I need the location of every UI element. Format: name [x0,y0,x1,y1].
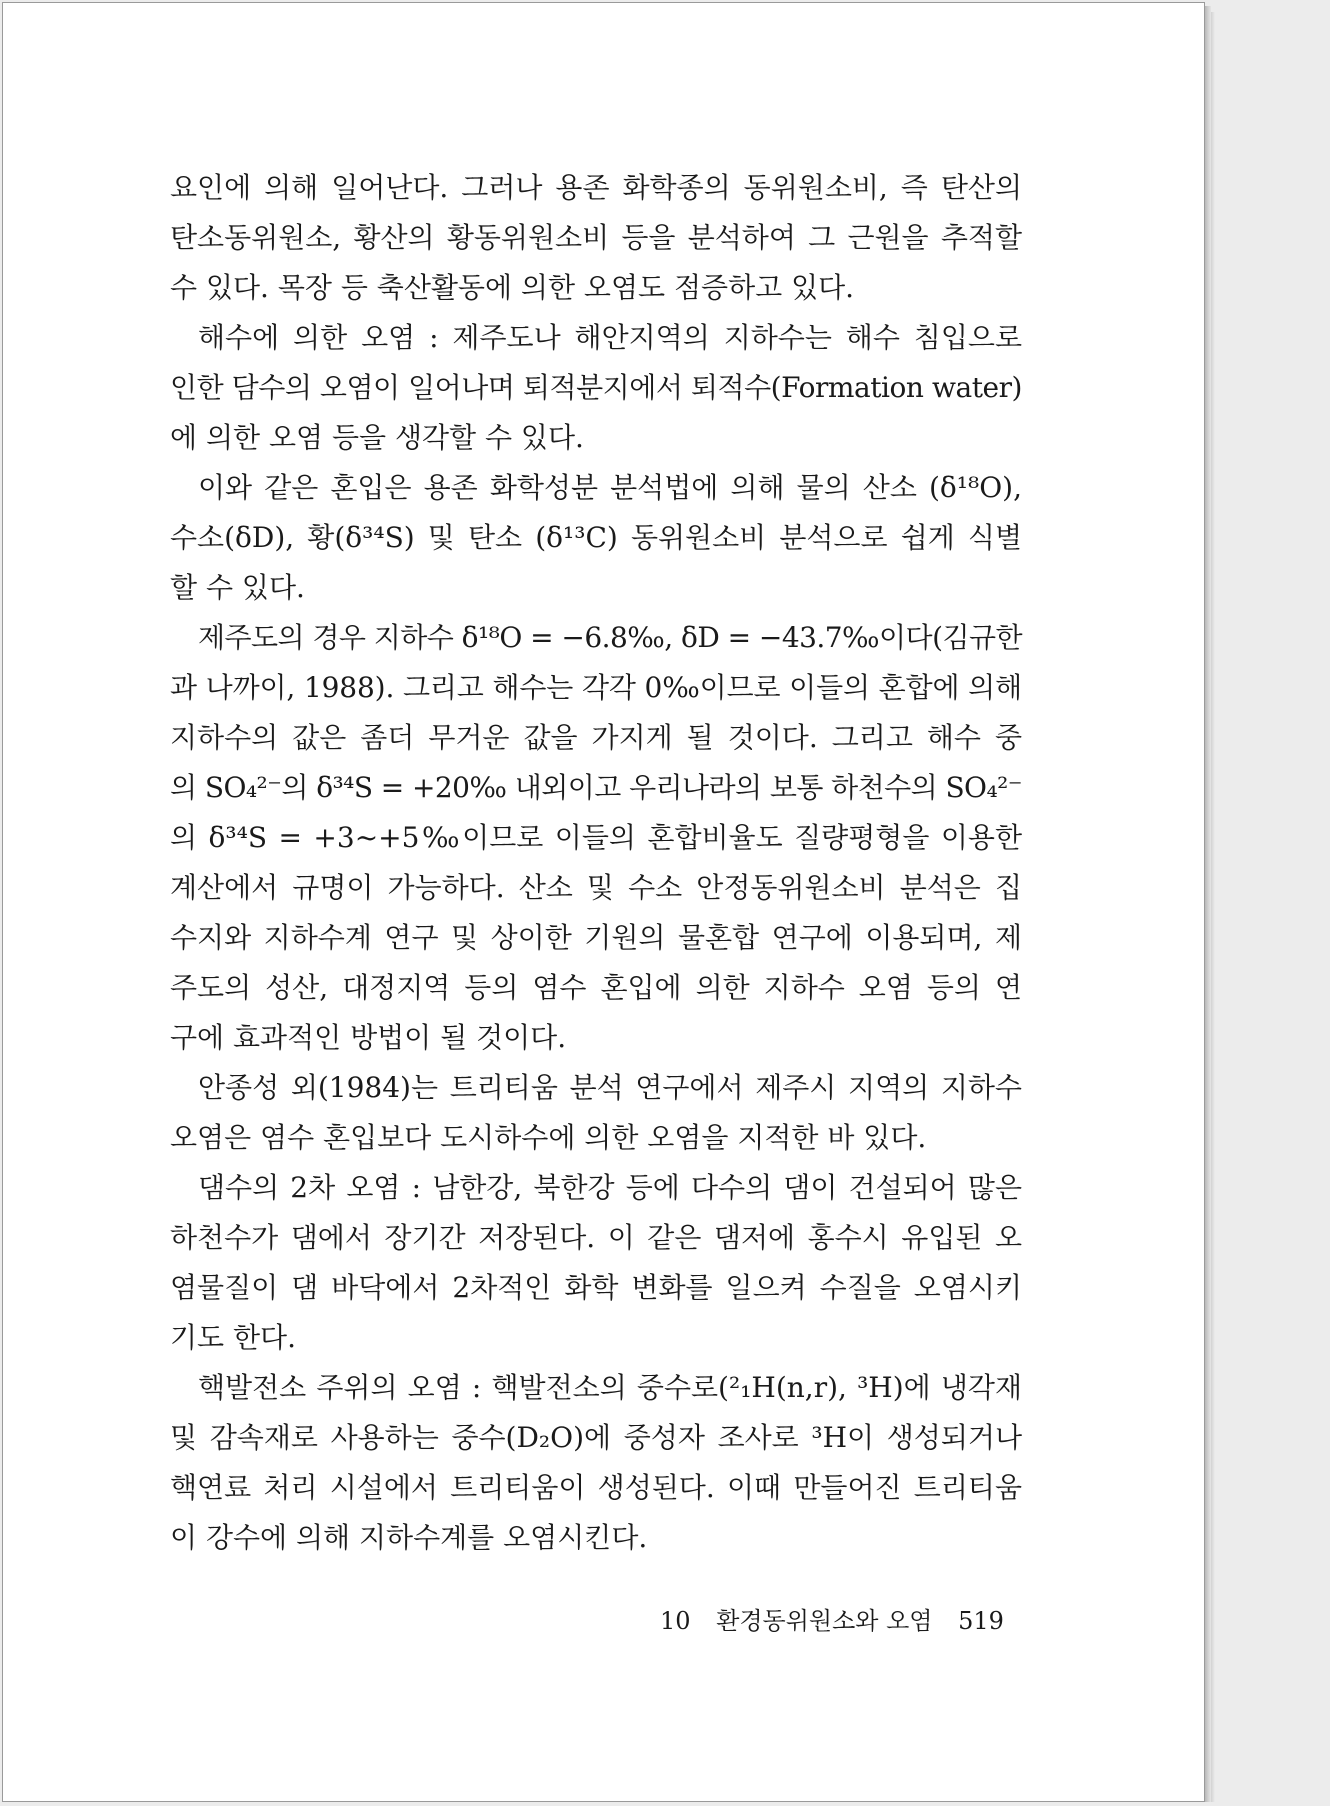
chapter-number: 10 [660,1607,691,1635]
page-footer [660,1601,1004,1636]
page-edge-shadow-2 [1211,12,1215,1802]
chapter-title: 환경동위원소와 오염 [716,1607,933,1635]
text-line: 기도 한다. [170,1321,296,1354]
text-line: 안종성 외(1984)는 트리티움 분석 연구에서 제주시 지역의 지하수 [198,1071,1022,1104]
text-line: 핵연료 처리 시설에서 트리티움이 생성된다. 이때 만들어진 트리티움 [170,1471,1022,1504]
text-line: 오염은 염수 혼입보다 도시하수에 의한 오염을 지적한 바 있다. [170,1121,927,1154]
page-number: 519 [958,1607,1004,1635]
text-line: 염물질이 댐 바닥에서 2차적인 화학 변화를 일으켜 수질을 오염시키 [170,1271,1022,1304]
text-line: 하천수가 댐에서 장기간 저장된다. 이 같은 댐저에 홍수시 유입된 오 [170,1221,1022,1254]
text-line: 구에 효과적인 방법이 될 것이다. [170,1021,567,1054]
body-text [170,163,1022,1563]
text-line: 핵발전소 주위의 오염 : 핵발전소의 중수로(²₁H(n,r), ³H)에 냉각재 [198,1371,1022,1404]
text-line: 댐수의 2차 오염 : 남한강, 북한강 등에 다수의 댐이 건설되어 많은 [198,1171,1022,1204]
text-line: 이와 같은 혼입은 용존 화학성분 분석법에 의해 물의 산소 (δ¹⁸O), [198,471,1022,504]
text-line: 계산에서 규명이 가능하다. 산소 및 수소 안정동위원소비 분석은 집 [170,871,1022,904]
text-line: 인한 담수의 오염이 일어나며 퇴적분지에서 퇴적수(Formation water) [170,371,1022,404]
text-line: 요인에 의해 일어난다. 그러나 용존 화학종의 동위원소비, 즉 탄산의 [170,171,1022,204]
text-line: 지하수의 값은 좀더 무거운 값을 가지게 될 것이다. 그리고 해수 중 [170,721,1022,754]
text-line: 탄소동위원소, 황산의 황동위원소비 등을 분석하여 그 근원을 추적할 [170,221,1022,254]
text-line: 수지와 지하수계 연구 및 상이한 기원의 물혼합 연구에 이용되며, 제 [170,921,1022,954]
text-line: 의 δ³⁴S = +3~+5‰이므로 이들의 혼합비율도 질량평형을 이용한 [170,821,1022,854]
text-line: 과 나까이, 1988). 그리고 해수는 각각 0‰이므로 이들의 혼합에 의해 [170,671,1022,704]
text-line: 수 있다. 목장 등 축산활동에 의한 오염도 점증하고 있다. [170,271,855,304]
text-line: 이 강수에 의해 지하수계를 오염시킨다. [170,1521,648,1554]
text-line: 할 수 있다. [170,571,305,604]
text-line: 주도의 성산, 대정지역 등의 염수 혼입에 의한 지하수 오염 등의 연 [170,971,1022,1004]
text-line: 해수에 의한 오염 : 제주도나 해안지역의 지하수는 해수 침입으로 [198,321,1022,354]
text-line: 에 의한 오염 등을 생각할 수 있다. [170,421,584,454]
text-line: 의 SO₄²⁻의 δ³⁴S = +20‰ 내외이고 우리나라의 보통 하천수의 SO₄²⁻ [170,771,1022,804]
document-page [2,2,1205,1802]
text-line: 및 감속재로 사용하는 중수(D₂O)에 중성자 조사로 ³H이 생성되거나 [170,1421,1022,1454]
text-line: 수소(δD), 황(δ³⁴S) 및 탄소 (δ¹³C) 동위원소비 분석으로 쉽게 식별 [170,521,1022,554]
text-line: 제주도의 경우 지하수 δ¹⁸O = −6.8‰, δD = −43.7‰이다(김규한 [198,621,1022,654]
